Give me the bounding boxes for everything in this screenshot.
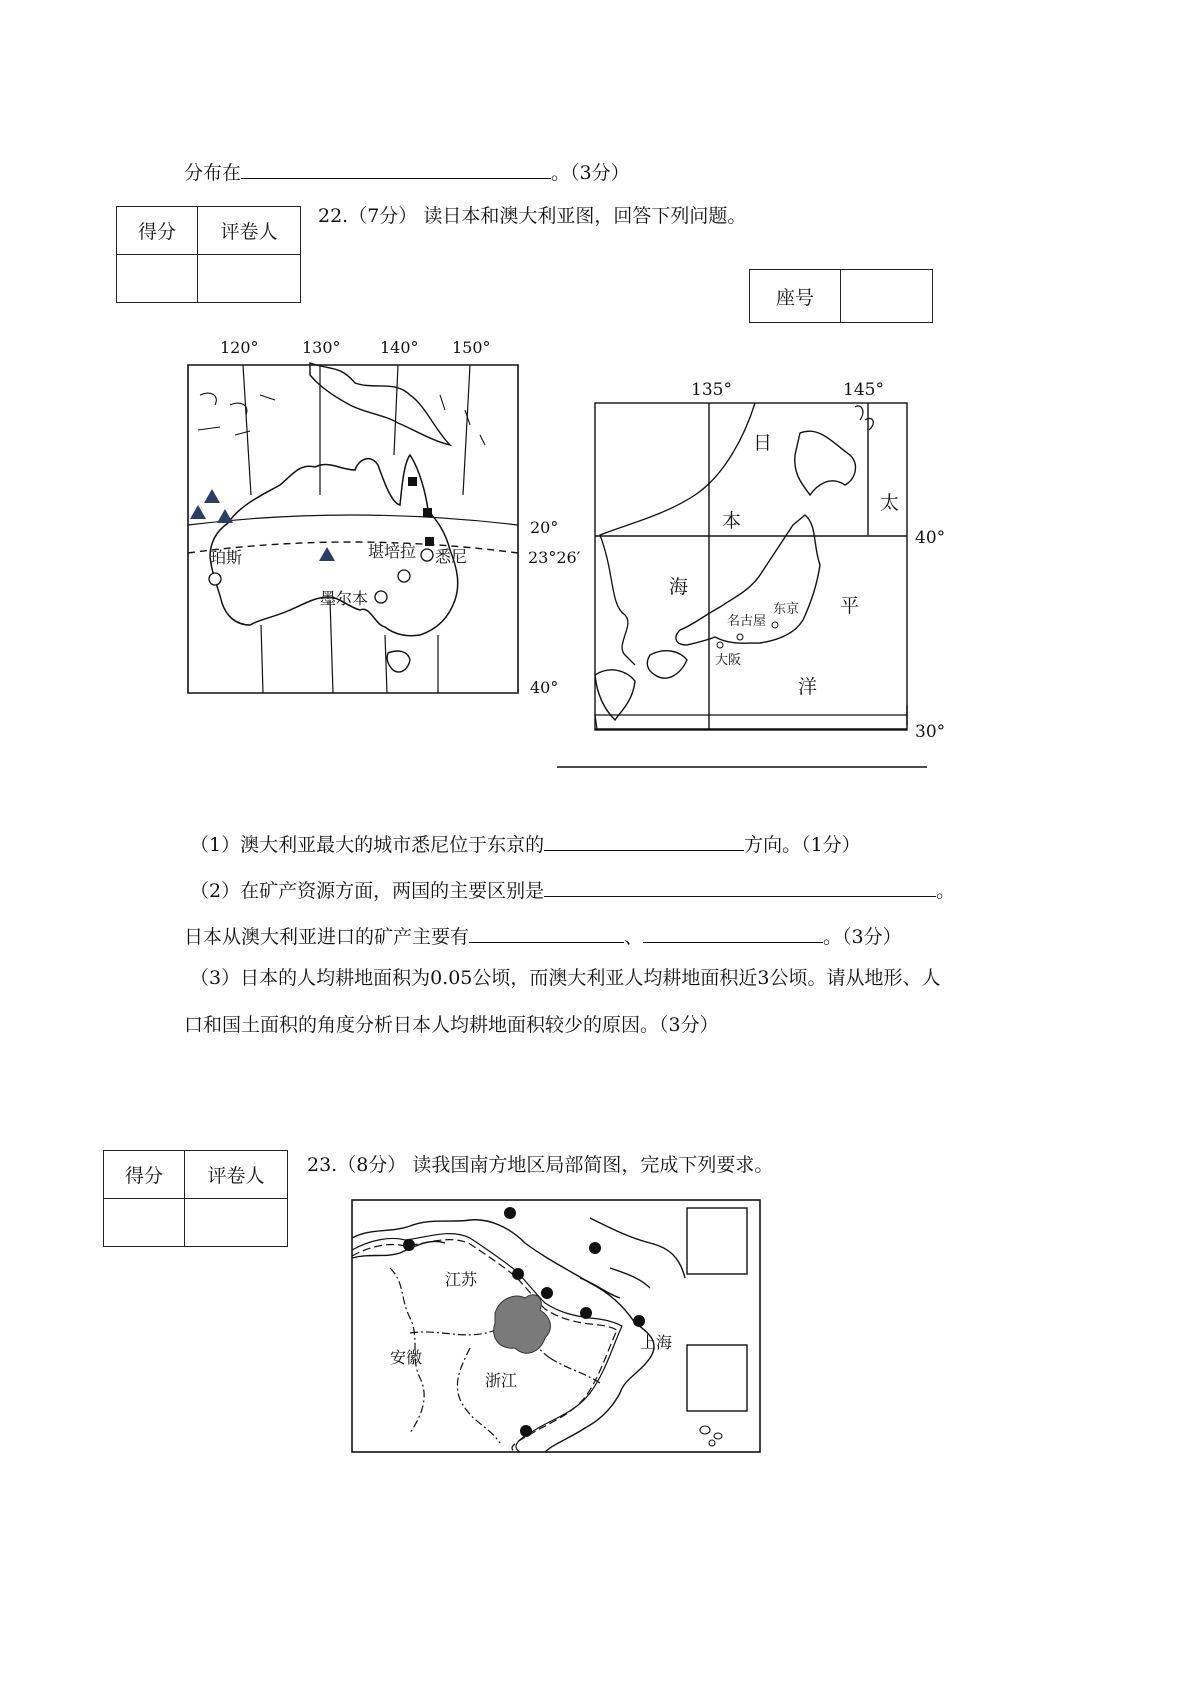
q22-sub2b-sep: 、 [624,926,644,948]
map-city-dot [580,1307,592,1319]
q22-sub1-suffix: 方向。（1分） [744,834,861,856]
q22-sub2b-prefix: 日本从澳大利亚进口的矿产主要有 [184,926,470,948]
city-melbourne-marker [375,591,387,603]
sea-label: 太 [880,492,900,514]
map-city-dot [633,1315,645,1327]
sea-label: 本 [722,510,742,532]
q22-sub2b-blank-2[interactable] [643,924,823,943]
score-cell[interactable] [117,255,198,303]
aus-lon-label: 150° [452,338,491,357]
q22-score-table [116,206,301,303]
taihu-lake [494,1295,551,1353]
map-city-dot [504,1207,516,1219]
province-zhejiang: 浙江 [485,1371,518,1390]
q22-sub2b-suffix: 。（3分） [823,926,902,948]
map-answer-box-bottom [687,1345,747,1411]
aus-lat-label: 23°26′ [528,548,581,567]
mineral-square-icon [408,477,417,486]
city-melbourne-label: 墨尔本 [320,589,369,608]
city-perth-label: 珀斯 [210,548,243,567]
score-cell[interactable] [104,1199,185,1247]
city-sydney-label: 悉尼 [435,547,468,566]
grader-label: 评卷人 [185,1151,288,1199]
city-nagoya-marker [737,634,743,640]
province-anhui: 安徽 [390,1348,423,1367]
seat-cell[interactable] [841,270,932,322]
mineral-square-icon [423,508,432,517]
seat-label: 座号 [750,270,841,322]
map-city-dot [589,1242,601,1254]
jp-lon-label: 145° [843,380,884,400]
grader-cell[interactable] [185,1199,288,1247]
aus-lon-label: 120° [220,338,259,357]
city-canberra-marker [398,570,410,582]
aus-lon-label: 130° [302,338,341,357]
province-jiangsu: 江苏 [445,1270,478,1289]
mineral-triangle-icon [190,505,206,519]
q21-prefix: 分布在 [184,162,242,184]
jp-lon-label: 135° [691,380,732,400]
australia-map [180,335,581,705]
q22-title: 22.（7分） 读日本和澳大利亚图，回答下列问题。 [318,205,747,227]
seat-number-box [749,269,933,323]
mineral-triangle-icon [319,547,335,561]
map-city-dot [512,1268,524,1280]
aus-lon-label: 140° [380,338,419,357]
map-city-dot [541,1287,553,1299]
score-label: 得分 [104,1151,185,1199]
sea-label: 日 [753,432,773,454]
aus-lat-label: 40° [530,678,559,697]
q21-suffix: 。（3分） [551,162,630,184]
q22-sub2-prefix: （2）在矿产资源方面，两国的主要区别是 [190,880,545,902]
city-osaka-label: 大阪 [715,653,742,668]
score-label: 得分 [117,207,198,255]
sea-label: 海 [669,576,689,598]
city-nagoya-label: 名古屋 [727,614,767,629]
q23-score-table [103,1150,288,1247]
q22-sub3-line2: 口和国土面积的角度分析日本人均耕地面积较少的原因。（3分） [184,1014,719,1036]
q22-sub1-blank[interactable] [544,832,744,851]
map-city-dot [403,1239,415,1251]
japan-map [555,375,955,775]
q22-sub1 [190,832,861,855]
city-sydney-marker [421,549,433,561]
sea-label: 平 [840,595,860,617]
city-tokyo-label: 东京 [773,602,800,617]
map-answer-box-top [687,1208,747,1274]
city-tokyo-marker [772,622,778,628]
city-perth-marker [209,573,221,585]
q22-sub1-prefix: （1）澳大利亚最大的城市悉尼位于东京的 [190,834,545,856]
city-shanghai: 上海 [640,1333,673,1352]
sea-label: 洋 [798,676,818,698]
q22-sub2-suffix: 。 [936,880,956,902]
q21-blank[interactable] [241,160,551,179]
jp-lat-label: 40° [915,528,946,548]
q22-sub3-line1: （3）日本的人均耕地面积为0.05公顷，而澳大利亚人均耕地面积近3公顷。请从地形、人 [190,967,941,989]
mineral-square-icon [425,537,434,546]
q23-title: 23.（8分） 读我国南方地区局部简图，完成下列要求。 [307,1154,774,1176]
mineral-triangle-icon [204,489,220,503]
jp-lat-label: 30° [915,722,946,742]
map-city-dot [520,1425,532,1437]
aus-lat-label: 20° [530,518,559,537]
q22-sub2 [190,878,955,901]
q22-sub2b [184,924,902,947]
q22-sub2b-blank-1[interactable] [469,924,624,943]
grader-cell[interactable] [198,255,301,303]
city-canberra-label: 堪培拉 [368,542,417,561]
city-osaka-marker [717,642,723,648]
q21-answer-line [184,160,630,183]
mineral-triangle-icon [217,509,233,523]
q22-sub2-blank[interactable] [544,878,936,897]
grader-label: 评卷人 [198,207,301,255]
south-china-map [350,1198,765,1458]
